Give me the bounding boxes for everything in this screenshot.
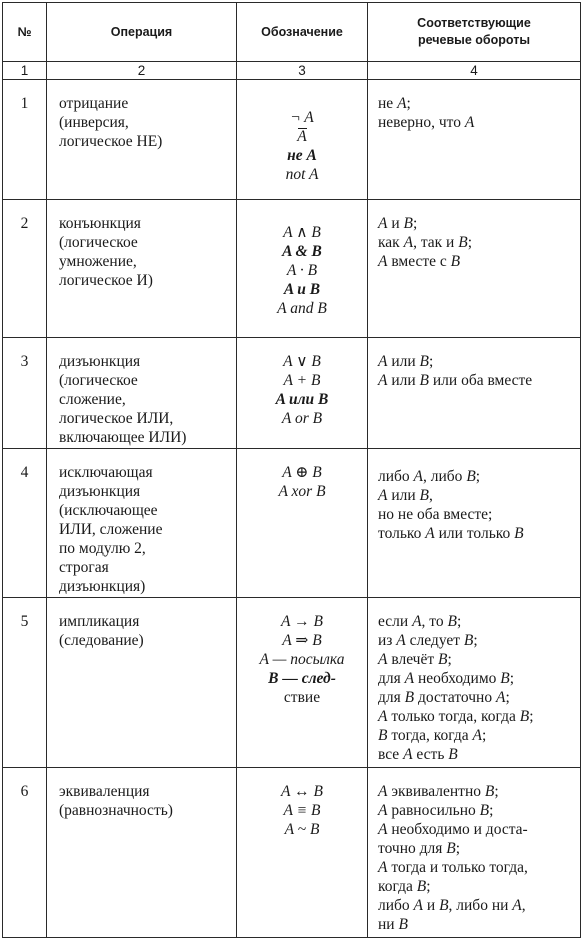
operation-line: (равнозначность) <box>59 802 173 819</box>
operation-cell <box>47 598 237 768</box>
notation-line: A & B <box>282 243 322 260</box>
column-number: 3 <box>237 62 368 80</box>
operation-line: исключающая <box>59 464 153 481</box>
notation-line: A and B <box>277 300 327 317</box>
operation-cell <box>47 768 237 938</box>
phrase-line: A тогда и только тогда, <box>378 859 528 876</box>
header-number: № <box>3 3 47 62</box>
operation-line: (исключающее <box>59 502 158 519</box>
phrases-cell <box>368 449 581 598</box>
column-number: 2 <box>47 62 237 80</box>
table-row <box>3 80 581 200</box>
phrase-line: A вместе с B <box>378 253 461 270</box>
notation-line: A ~ B <box>284 821 320 838</box>
notation-line: A ∧ B <box>283 224 321 241</box>
table-row <box>3 449 581 598</box>
notation-cell <box>237 768 368 938</box>
table-row <box>3 338 581 449</box>
operation-cell <box>47 449 237 598</box>
operation-line: по модулю 2, <box>59 540 146 557</box>
notation-line <box>237 127 367 146</box>
notation-line: A + B <box>283 372 321 389</box>
row-number: 1 <box>3 80 47 200</box>
phrase-line: когда B; <box>378 878 431 895</box>
notation-cell <box>237 598 368 768</box>
phrases-cell <box>368 80 581 200</box>
phrase-line: A равносильно B; <box>378 802 494 819</box>
notation-line: A или B <box>275 391 329 408</box>
phrase-line: A и B; <box>378 215 418 232</box>
header-phrases <box>368 3 581 62</box>
notation-line: not A <box>285 166 319 183</box>
phrase-line: как A, так и B; <box>378 234 473 251</box>
operation-line: отрицание <box>59 95 129 112</box>
notation-line: A ↔ B <box>281 783 323 800</box>
notation-cell <box>237 200 368 338</box>
row-number: 6 <box>3 768 47 938</box>
notation-line: A · B <box>286 262 318 279</box>
operation-line: эквиваленция <box>59 783 150 800</box>
phrases-cell <box>368 200 581 338</box>
phrase-line: неверно, что A <box>378 114 475 131</box>
notation-line: A or B <box>281 410 323 427</box>
operation-line: логическое НЕ) <box>59 133 163 150</box>
header-phrases-line: Соответствующие <box>417 16 531 30</box>
notation-line: не A <box>287 147 317 164</box>
phrase-line: A только тогда, когда B; <box>378 708 534 725</box>
phrase-line: только A или только B <box>378 525 524 542</box>
phrase-line: из A следует B; <box>378 632 478 649</box>
notation-line: A ⇒ B <box>282 632 322 649</box>
phrase-line: A эквивалентно B; <box>378 783 499 800</box>
header-row <box>3 3 581 62</box>
logic-operations-table <box>2 2 581 938</box>
phrase-line: либо A, либо B; <box>378 468 481 485</box>
operation-line: сложение, <box>59 391 126 408</box>
column-number: 4 <box>368 62 581 80</box>
header-notation: Обозначение <box>237 3 368 62</box>
operation-line: (инверсия, <box>59 114 129 131</box>
header-operation: Операция <box>47 3 237 62</box>
phrase-line: для A необходимо B; <box>378 670 515 687</box>
phrase-line: ни B <box>378 916 408 933</box>
row-number: 5 <box>3 598 47 768</box>
header-phrases-line: речевые обороты <box>417 33 531 47</box>
operation-line: импликация <box>59 613 140 630</box>
operation-line: (следование) <box>59 632 144 649</box>
operation-line: конъюнкция <box>59 215 141 232</box>
notation-line: ¬ A <box>290 109 314 126</box>
operation-line: (логическое <box>59 234 138 251</box>
operation-line: логическое И) <box>59 272 153 289</box>
operation-cell <box>47 200 237 338</box>
phrases-cell <box>368 338 581 449</box>
notation-line: A → B <box>281 613 323 630</box>
operation-line: дизъюнкция <box>59 353 141 370</box>
operation-line: дизъюнкция <box>59 483 141 500</box>
column-number-row <box>3 62 581 80</box>
phrase-line: для B достаточно A; <box>378 689 510 706</box>
phrase-line: все A есть B <box>378 746 458 763</box>
phrase-line: либо A и B, либо ни A, <box>378 897 526 914</box>
phrases-cell <box>368 598 581 768</box>
notation-line: A и B <box>283 281 321 298</box>
column-number: 1 <box>3 62 47 80</box>
operation-line: логическое ИЛИ, <box>59 410 174 427</box>
operation-line: строгая <box>59 559 109 576</box>
operation-line: умножение, <box>59 253 137 270</box>
operation-line: ИЛИ, сложение <box>59 521 163 538</box>
notation-cell <box>237 80 368 200</box>
row-number: 2 <box>3 200 47 338</box>
phrase-line: но не оба вместе; <box>378 506 493 523</box>
operation-line: дизъюнкция) <box>59 578 146 595</box>
phrase-line: точно для B; <box>378 840 461 857</box>
operation-line: включающее ИЛИ) <box>59 429 187 446</box>
phrase-line: A или B; <box>378 353 434 370</box>
table-row <box>3 768 581 938</box>
phrase-line: не A; <box>378 95 411 112</box>
table-row <box>3 598 581 768</box>
phrase-line: A или B, <box>378 487 433 504</box>
row-number: 4 <box>3 449 47 598</box>
overline-a: A <box>297 128 307 145</box>
notation-line: A ≡ B <box>283 802 321 819</box>
notation-line: B — след- <box>268 670 336 687</box>
phrase-line: если A, то B; <box>378 613 462 630</box>
phrase-line: A необходимо и доста- <box>378 821 528 838</box>
notation-line: A ∨ B <box>283 353 321 370</box>
row-number: 3 <box>3 338 47 449</box>
notation-line: ствие <box>283 689 321 706</box>
phrases-cell <box>368 768 581 938</box>
notation-line: A ⊕ B <box>282 464 322 481</box>
notation-cell <box>237 449 368 598</box>
notation-line: A xor B <box>278 483 326 500</box>
operation-line: (логическое <box>59 372 138 389</box>
operation-cell <box>47 338 237 449</box>
notation-cell <box>237 338 368 449</box>
phrase-line: A или B или оба вместе <box>378 372 533 389</box>
phrase-line: A влечёт B; <box>378 651 452 668</box>
operation-cell <box>47 80 237 200</box>
table-row <box>3 200 581 338</box>
notation-line: A — посылка <box>259 651 345 668</box>
phrase-line: B тогда, когда A; <box>378 727 487 744</box>
